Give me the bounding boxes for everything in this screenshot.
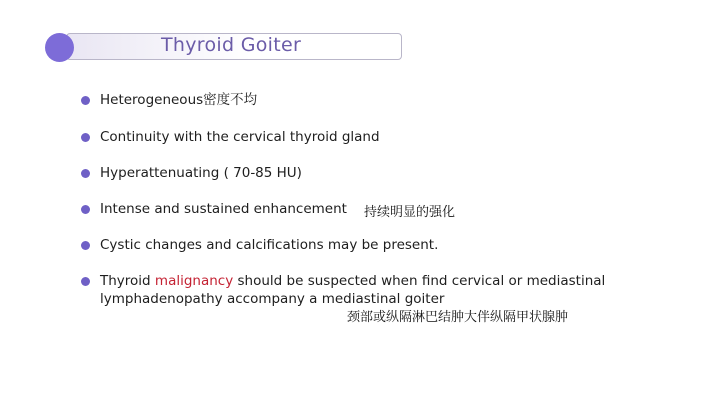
bullet-text-malignancy-prefix: Thyroid — [100, 273, 155, 289]
bullet-dot-icon — [81, 133, 90, 142]
bullet-dot-icon — [81, 241, 90, 250]
bullet-text-malignancy — [100, 273, 605, 290]
bullet-dot-icon — [81, 277, 90, 286]
bullet-dot-icon — [81, 205, 90, 214]
bullet-text-malignancy-suffix: should be suspected when find cervical or mediastinal — [233, 273, 606, 289]
bullet-text-heterogeneous: Heterogeneous密度不均 — [100, 92, 258, 108]
bullet-text-enhancement: Intense and sustained enhancement — [100, 201, 347, 217]
bullet-text-lymphadenopathy: lymphadenopathy accompany a mediastinal goiter — [100, 291, 445, 307]
bullet-text-cystic: Cystic changes and calcifications may be present. — [100, 237, 439, 253]
highlight-malignancy: malignancy — [154, 273, 234, 289]
bullet-dot-icon — [81, 96, 90, 105]
bullet-text-continuity: Continuity with the cervical thyroid gland — [100, 129, 380, 145]
chinese-note-lymphadenopathy: 颈部或纵隔淋巴结肿大伴纵隔甲状腺肿 — [347, 310, 569, 325]
bullet-text-hyperattenuating: Hyperattenuating ( 70-85 HU) — [100, 165, 302, 181]
bullet-dot-icon — [81, 169, 90, 178]
chinese-note-enhancement: 持续明显的强化 — [364, 205, 456, 220]
slide-title: Thyroid Goiter — [161, 34, 302, 56]
